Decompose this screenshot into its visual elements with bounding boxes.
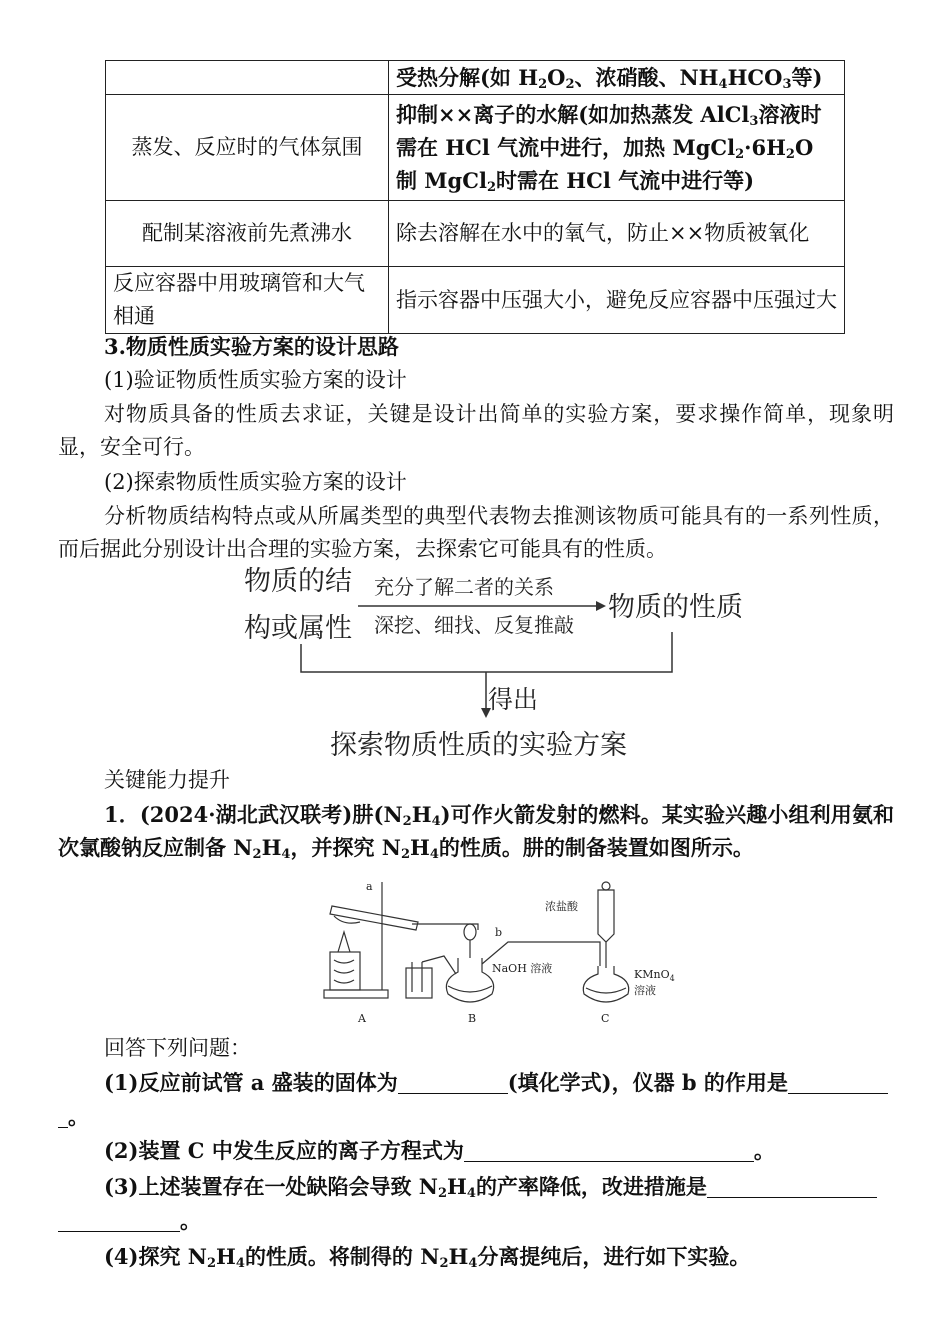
conditions-table [105,60,845,334]
subscript: 2 [402,814,412,829]
stand-base [324,990,388,998]
kmno4-sub: 4 [669,974,675,983]
table-row [106,61,845,95]
heater-box [330,952,360,990]
subsection-title: (1)验证物质性质实验方案的设计 [104,368,407,392]
funnel-stopper [602,882,610,890]
answer-blank-3-cont[interactable] [58,1209,180,1232]
label-C: C [601,1012,610,1025]
subscript: 2 [439,1256,449,1271]
flask-c [583,966,628,1002]
question-text: 分离提纯后，进行如下实验。 [477,1244,751,1269]
question-number: 1． [104,802,140,827]
flow-connector [301,632,672,672]
question-4 [104,1240,940,1273]
table-cell: 除去溶解在水中的氧气，防止××物质被氧化 [389,201,845,267]
tube-to-flask-b [422,956,456,974]
question-1-cont [58,1100,894,1133]
questions-intro: 回答下列问题： [104,1036,251,1060]
question-text: (2)装置 C 中发生反应的离子方程式为 [104,1138,464,1163]
question-text: H [448,1244,469,1269]
question-text: (1)反应前试管 a 盛装的固体为 [104,1070,398,1095]
table-row [106,201,845,267]
answer-blank-1b-cont[interactable] [58,1105,68,1128]
question-text: H [216,1244,236,1269]
answer-blank-1b[interactable] [788,1071,888,1094]
table-cell: 配制某溶液前先煮沸水 [106,201,389,267]
question-3 [104,1170,940,1203]
label-a: a [366,880,373,893]
subscript: 2 [785,147,795,162]
table-cell: 反应容器中用玻璃管和大气相通 [106,267,389,334]
question-text: (3)上述装置存在一处缺陷会导致 N [104,1174,438,1199]
cell-text: ·6H [744,135,786,160]
question-text: (2024·湖北武汉联考)肼(N [139,802,403,827]
question-text: 。 [753,1138,775,1163]
table-row [106,267,845,334]
label-b: b [495,926,503,939]
label-kmno4 [634,968,675,983]
question-3-cont [58,1204,894,1237]
label-A: A [358,1012,366,1025]
cell-text: O [547,65,566,90]
flow-left-line1: 物质的结 [244,566,352,597]
cell-text: 抑制××离子的水解(如加热蒸发 AlCl [396,102,750,127]
subsection-title: (2)探索物质性质实验方案的设计 [104,470,407,494]
question-text: H [411,802,432,827]
apparatus-diagram [318,876,683,1026]
question-text: H [410,835,430,860]
solution-c [586,988,626,993]
table-cell: 蒸发、反应时的气体氛围 [106,95,389,201]
test-tube-a [330,906,418,930]
subscript: 4 [281,847,291,862]
subscript: 2 [400,847,411,862]
subscript: 2 [565,77,575,92]
paragraph: 分析物质结构特点或从所属类型的典型代表物去推测该物质可能具有的一系列性质，而后据此分别设计出合理的实验方案，去探索它可能具有的性质。 [58,504,894,561]
answer-blank-3[interactable] [707,1175,877,1198]
flow-arrow-top-label: 充分了解二者的关系 [374,575,554,599]
question-stem [58,798,894,864]
question-text: 的产率降低，改进措施是 [475,1174,707,1199]
subscript: 4 [235,1256,245,1271]
question-text: ，并探究 N [290,835,401,860]
answer-blank-1a[interactable] [398,1071,508,1094]
question-text: )可作火箭发射的燃料。某实验兴趣小组利用氨和次氯酸钠反应制备 N [58,802,894,860]
flask-b [446,958,493,1002]
cell-text: HCO [727,65,783,90]
subscript: 2 [735,147,745,162]
flow-diagram [0,560,950,770]
subscript: 4 [468,1256,478,1271]
cell-text: O 制 MgCl [396,135,814,193]
subscript: 2 [252,847,262,862]
label-hcl: 浓盐酸 [545,900,578,913]
kmno4-text: KMnO [634,968,670,981]
table-cell [389,61,845,95]
label-B: B [468,1012,477,1025]
label-naoh: NaOH 溶液 [492,962,553,975]
question-text: H [261,835,282,860]
paragraph: 对物质具备的性质去求证，关键是设计出简单的实验方案，要求操作简单，现象明显，安全可行。 [58,402,894,459]
answer-blank-2[interactable] [464,1139,754,1162]
dropping-funnel [598,890,614,942]
question-text: (填化学式)，仪器 b 的作用是 [507,1070,788,1095]
table-cell [106,61,389,95]
flow-arrow-head [596,601,606,611]
question-text: 的性质。将制得的 N [244,1244,440,1269]
subscript: 4 [429,847,439,862]
subscript: 4 [466,1186,476,1201]
question-2 [104,1134,940,1167]
subscript: 3 [749,114,759,129]
question-1 [104,1066,940,1099]
cell-text: 等) [791,65,823,90]
flow-right-node: 物质的性质 [608,592,743,623]
flow-result: 探索物质性质的实验方案 [330,730,627,761]
bulb-b [464,924,476,940]
heater-pattern [334,960,354,983]
table-cell: 指示容器中压强大小，避免反应容器中压强过大 [389,267,845,334]
section-title: 3.物质性质实验方案的设计思路 [104,334,399,359]
subscript: 4 [431,814,441,829]
subscript: 2 [207,1256,217,1271]
question-text: 的性质。肼的制备装置如图所示。 [438,835,754,860]
subscript: 2 [538,77,548,92]
question-text: 。 [68,1104,89,1129]
question-text: 。 [180,1208,201,1233]
beaker [406,968,432,998]
solution-b [448,986,492,992]
subscript: 2 [486,180,496,195]
question-text: (4)探究 N [104,1244,207,1269]
cell-text: 受热分解(如 H [396,65,539,90]
table-row [106,95,845,201]
cell-text: 时需在 HCl 气流中进行等) [495,168,755,193]
question-text: H [447,1174,467,1199]
cell-text: 、浓硝酸、NH [574,65,719,90]
table-cell [389,95,845,201]
flow-arrow-bottom-label: 深挖、细找、反复推敲 [374,613,574,637]
subscript: 3 [782,77,792,92]
subscript: 4 [718,77,728,92]
flow-left-line2: 构或属性 [244,613,352,644]
ability-heading: 关键能力提升 [104,768,230,792]
flame [338,932,350,952]
flow-down-label: 得出 [488,685,539,714]
beaker-tube [412,962,422,992]
subscript: 2 [438,1186,448,1201]
label-solution: 溶液 [634,984,656,997]
cell-text: 溶液时需在 HCl 气流中进行，加热 MgCl [396,102,822,160]
